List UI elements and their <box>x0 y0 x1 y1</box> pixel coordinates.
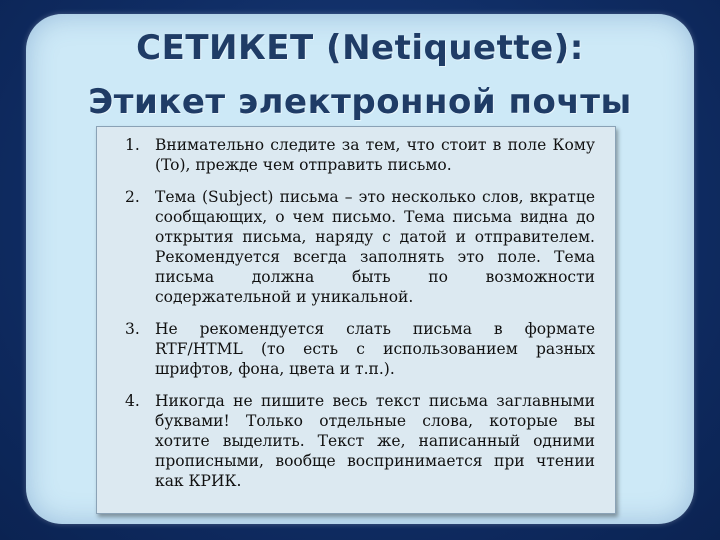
rules-content-box <box>96 126 616 514</box>
rule-number: 4. <box>125 392 140 410</box>
rule-number: 1. <box>125 136 140 154</box>
rule-number: 3. <box>125 320 140 338</box>
rule-item <box>125 319 595 379</box>
rule-item <box>125 135 595 175</box>
rule-text: Не рекомендуется слать письма в формате RTF/HTML (то есть с использованием разных шрифтов, фона, цвета и т.п.). <box>155 320 595 378</box>
slide-subtitle: Этикет электронной почты <box>88 82 632 122</box>
rule-item <box>125 391 595 491</box>
rule-text: Тема (Subject) письма – это несколько слов, вкратце сообщающих, о чем письмо. Тема письма видна до открытия письма, наряду с датой и отправителем. Рекомендуется всегда заполнять это поле. Тема письма должна быть по возможности содержательной и уникальной. <box>155 188 595 306</box>
rule-text: Никогда не пишите весь текст письма заглавными буквами! Только отдельные слова, которые вы хотите выделить. Текст же, написанный одними прописными, вообще воспринимается при чтении как КРИК. <box>155 392 595 490</box>
rule-number: 2. <box>125 188 140 206</box>
rule-item <box>125 187 595 307</box>
rules-list <box>125 135 595 503</box>
slide-title: СЕТИКЕТ (Netiquette): <box>136 28 584 68</box>
rule-text: Внимательно следите за тем, что стоит в поле Кому (To), прежде чем отправить письмо. <box>155 136 595 174</box>
